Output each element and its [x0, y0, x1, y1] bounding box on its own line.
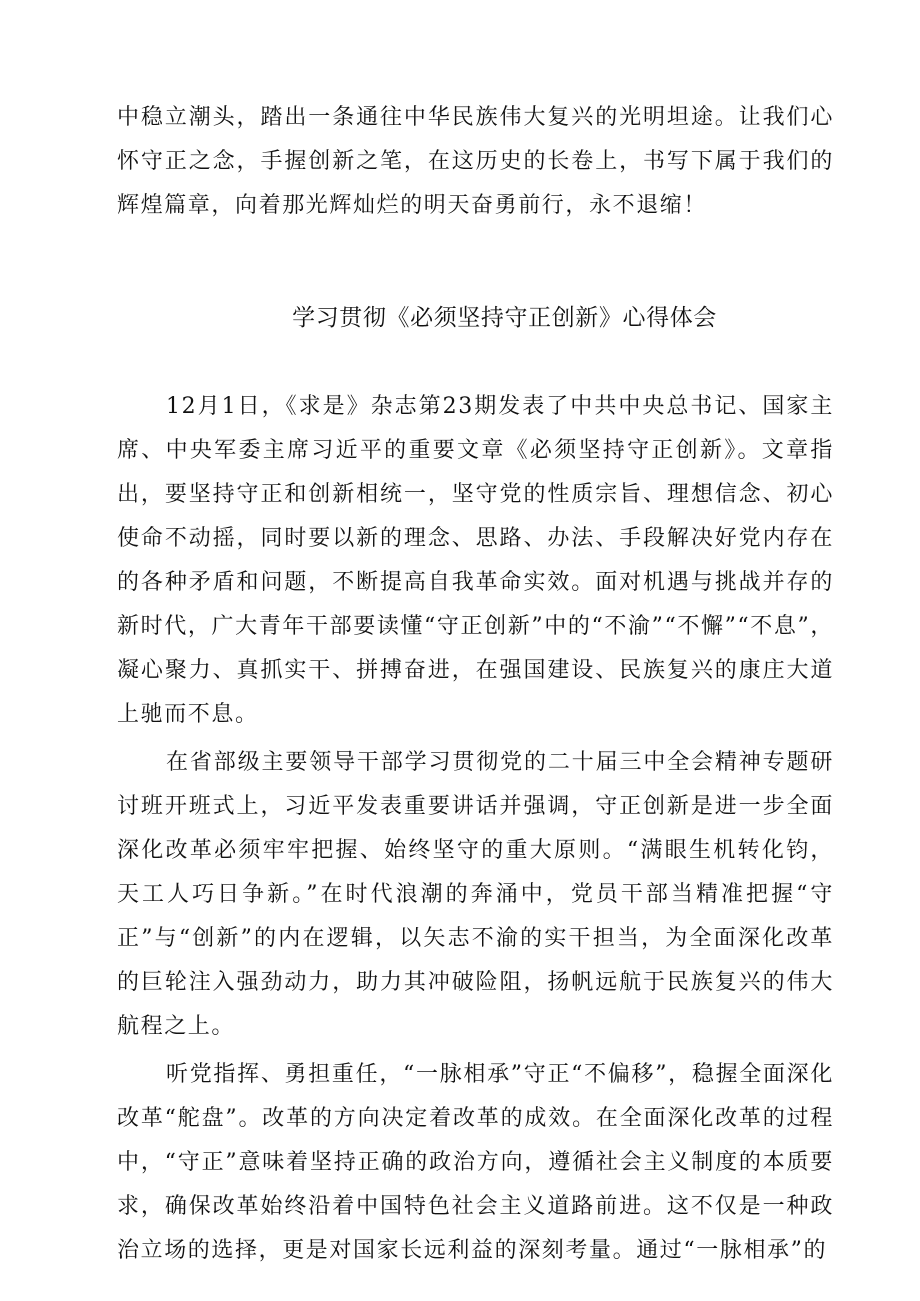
article-title: 学习贯彻《必须坚持守正创新》心得体会	[292, 305, 717, 331]
body-paragraph-2: 在省部级主要领导干部学习贯彻党的二十届三中全会精神专题研讨班开班式上，习近平发表重要讲话并强调，守正创新是进一步全面深化改革必须牢牢把握、始终坚守的重大原则。“满眼生机转化钧，天工人巧日争新。”在时代浪潮的奔涌中，党员干部当精准把握“守正”与“创新”的内在逻辑，以矢志不渝的实干担当，为全面深化改革的巨轮注入强劲动力，助力其冲破险阻，扬帆远航于民族复兴的伟大航程之上。	[117, 750, 834, 1039]
continued-paragraph: 中稳立潮头，踏出一条通往中华民族伟大复兴的光明坦途。让我们心怀守正之念，手握创新之笔，在这历史的长卷上，书写下属于我们的辉煌篇章，向着那光辉灿烂的明天奋勇前行，永不退缩！	[117, 105, 834, 218]
body-paragraph-3: 听党指挥、勇担重任，“一脉相承”守正“不偏移”，稳握全面深化改革“舵盘”。改革的方向决定着改革的成效。在全面深化改革的过程中，“守正”意味着坚持正确的政治方向，遵循社会主义制度的本质要求，确保改革始终沿着中国特色社会主义道路前进。这不仅是一种政治立场的选择，更是对国家长远利益的深刻考量。通过“一脉相承”的	[117, 1062, 834, 1263]
body-paragraph-1: 12月1日，《求是》杂志第23期发表了中共中央总书记、国家主席、中央军委主席习近平的重要文章《必须坚持守正创新》。文章指出，要坚持守正和创新相统一，坚守党的性质宗旨、理想信念、初心使命不动摇，同时要以新的理念、思路、办法、手段解决好党内存在的各种矛盾和问题，不断提高自我革命实效。面对机遇与挑战并存的新时代，广大青年干部要读懂“守正创新”中的“不渝”“不懈”“不息”，凝心聚力、真抓实干、拼搏奋进，在强国建设、民族复兴的康庄大道上驰而不息。	[117, 394, 834, 727]
